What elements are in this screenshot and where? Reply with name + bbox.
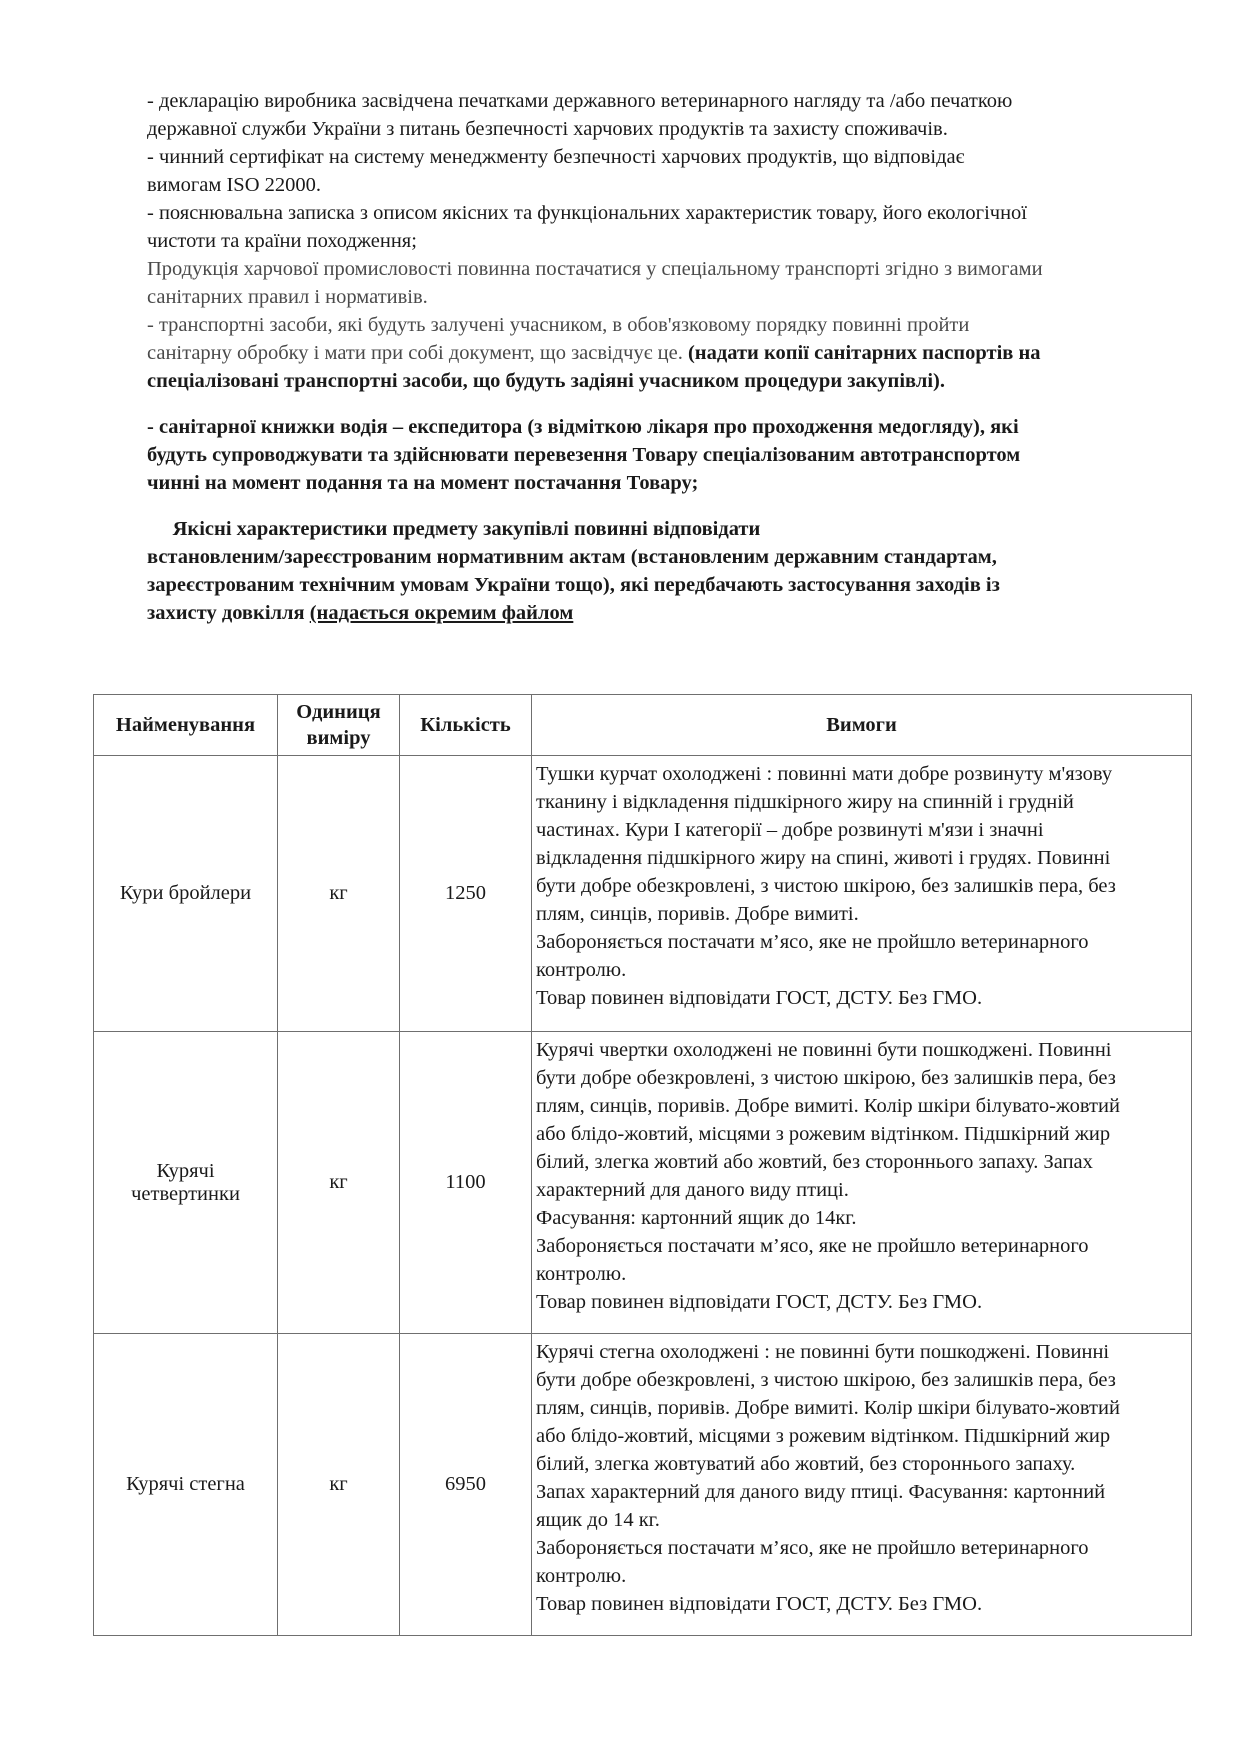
product-name-line: Кури бройлери: [119, 882, 252, 904]
cell-quantity: 6950: [400, 1334, 532, 1636]
text-line: санітарних правил і нормативів.: [147, 286, 428, 308]
table-row: [94, 1334, 1192, 1636]
requirement-line: відкладення підшкірного жиру на спині, животі і грудях. Повинні: [536, 847, 1111, 869]
requirement-line: контролю.: [536, 959, 627, 981]
table-header-row: [94, 695, 1192, 756]
text-line: - санітарної книжки водія – експедитора (з відміткою лікаря про проходження медогляду), які: [147, 416, 1019, 438]
header-unit-line: Одиниця: [296, 701, 381, 723]
cell-product-name: [94, 1334, 278, 1636]
text-line: вимогам ISO 22000.: [147, 174, 322, 196]
requirement-line: Фасування: картонний ящик до 14кг.: [536, 1207, 857, 1229]
text-line: зареєстрованим технічним умовам України тощо), які передбачають застосування заходів із: [147, 574, 1000, 596]
requirement-line: білий, злегка жовтуватий або жовтий, без стороннього запаху.: [536, 1453, 1076, 1475]
paragraph-iso-certificate: [147, 143, 1157, 199]
text-line: чинні на момент подання та на момент постачання Товару;: [147, 472, 699, 494]
text-line: - пояснювальна записка з описом якісних та функціональних характеристик товару, його екологічної: [147, 202, 1027, 224]
separate-file-note: (надається окремим файлом: [309, 602, 574, 624]
text-line: - декларацію виробника засвідчена печатками державного ветеринарного нагляду та /або печаткою: [147, 90, 1013, 112]
text-line: державної служби України з питань безпечності харчових продуктів та захисту споживачів.: [147, 118, 948, 140]
cell-requirements: [532, 1032, 1192, 1334]
text-fragment: захисту довкілля: [147, 602, 310, 624]
requirement-line: Тушки курчат охолоджені : повинні мати добре розвинуту м'язову: [536, 763, 1113, 785]
requirement-line: бути добре обезкровлені, з чистою шкірою, без залишків пера, без: [536, 1067, 1116, 1089]
text-line: - чинний сертифікат на систему менеджменту безпечності харчових продуктів, що відповідає: [147, 146, 965, 168]
product-name-line: Курячі: [156, 1159, 215, 1182]
requirement-line: або блідо-жовтий, місцями з рожевим відтінком. Підшкірний жир: [536, 1123, 1111, 1145]
requirement-line: плям, синців, поривів. Добре вимиті. Колір шкіри білувато-жовтий: [536, 1095, 1120, 1117]
text-line: встановленим/зареєстрованим нормативним актам (встановленим державним стандартам,: [147, 546, 997, 568]
cell-unit: кг: [278, 1334, 400, 1636]
text-line: - транспортні засоби, які будуть залучені учасником, в обов'язковому порядку повинні пройти: [147, 314, 970, 336]
requirement-line: Забороняється постачати м’ясо, яке не пройшло ветеринарного: [536, 1235, 1089, 1257]
requirement-line: контролю.: [536, 1565, 627, 1587]
paragraph-manufacturer-declaration: [147, 87, 1157, 143]
requirement-line: ящик до 14 кг.: [536, 1509, 660, 1531]
paragraph-explanatory-note: [147, 199, 1157, 255]
requirement-line: тканину і відкладення підшкірного жиру на спинній і грудній: [536, 791, 1074, 813]
requirement-line: або блідо-жовтий, місцями з рожевим відтінком. Підшкірний жир: [536, 1425, 1111, 1447]
text-line: спеціалізовані транспортні засоби, що будуть задіяні учасником процедури закупівлі).: [147, 370, 945, 392]
text-line: [147, 339, 1157, 367]
requirements-table: [93, 694, 1192, 1636]
paragraph-driver-medical-book: [147, 413, 1157, 497]
table-row: [94, 1032, 1192, 1334]
cell-unit: кг: [278, 756, 400, 1032]
requirement-line: Забороняється постачати м’ясо, яке не пройшло ветеринарного: [536, 1537, 1089, 1559]
table-row: [94, 756, 1192, 1032]
text-fragment: санітарну обробку і мати при собі документ, що засвідчує це.: [147, 342, 688, 364]
cell-requirements: [532, 756, 1192, 1032]
text-fragment-bold: (надати копії санітарних паспортів на: [687, 342, 1041, 364]
requirement-line: Курячі стегна охолоджені : не повинні бути пошкоджені. Повинні: [536, 1341, 1110, 1363]
requirement-line: бути добре обезкровлені, з чистою шкірою, без залишків пера, без: [536, 875, 1116, 897]
cell-requirements: [532, 1334, 1192, 1636]
header-name: Найменування: [94, 695, 278, 756]
cell-quantity: 1250: [400, 756, 532, 1032]
requirement-line: частинах. Кури I категорії – добре розвинуті м'язи і значні: [536, 819, 1044, 841]
paragraph-vehicles-sanitation: [147, 311, 1157, 395]
paragraph-special-transport: [147, 255, 1157, 311]
requirement-line: плям, синців, поривів. Добре вимиті.: [536, 903, 859, 925]
product-name-line: четвертинки: [131, 1182, 240, 1205]
requirement-line: контролю.: [536, 1263, 627, 1285]
cell-quantity: 1100: [400, 1032, 532, 1334]
header-requirements: Вимоги: [532, 695, 1192, 756]
cell-unit: кг: [278, 1032, 400, 1334]
header-quantity: Кількість: [400, 695, 532, 756]
requirement-line: Товар повинен відповідати ГОСТ, ДСТУ. Без ГМО.: [536, 1593, 983, 1615]
requirement-line: бути добре обезкровлені, з чистою шкірою, без залишків пера, без: [536, 1369, 1116, 1391]
requirement-line: Запах характерний для даного виду птиці. Фасування: картонний: [536, 1481, 1106, 1503]
requirement-line: характерний для даного виду птиці.: [536, 1179, 849, 1201]
cell-product-name: [94, 1032, 278, 1334]
product-name-line: Курячі стегна: [126, 1473, 245, 1495]
requirement-line: Товар повинен відповідати ГОСТ, ДСТУ. Без ГМО.: [536, 1291, 983, 1313]
header-unit: [278, 695, 400, 756]
requirement-line: Товар повинен відповідати ГОСТ, ДСТУ. Без ГМО.: [536, 987, 983, 1009]
paragraph-quality-characteristics: [147, 515, 1157, 627]
requirement-line: Курячі чвертки охолоджені не повинні бути пошкоджені. Повинні: [536, 1039, 1112, 1061]
requirement-line: плям, синців, поривів. Добре вимиті. Колір шкіри білувато-жовтий: [536, 1397, 1120, 1419]
text-line: чистоти та країни походження;: [147, 230, 417, 252]
header-unit-line: виміру: [306, 727, 371, 749]
cell-product-name: [94, 756, 278, 1032]
text-line: Якісні характеристики предмету закупівлі повинні відповідати: [147, 518, 761, 540]
requirement-line: білий, злегка жовтий або жовтий, без стороннього запаху. Запах: [536, 1151, 1093, 1173]
text-line: будуть супроводжувати та здійснювати перевезення Товару спеціалізованим автотранспортом: [147, 444, 1021, 466]
requirement-line: Забороняється постачати м’ясо, яке не пройшло ветеринарного: [536, 931, 1089, 953]
text-line: Продукція харчової промисловості повинна постачатися у спеціальному транспорті згідно з вимогами: [147, 258, 1043, 280]
text-line: [147, 599, 1157, 627]
